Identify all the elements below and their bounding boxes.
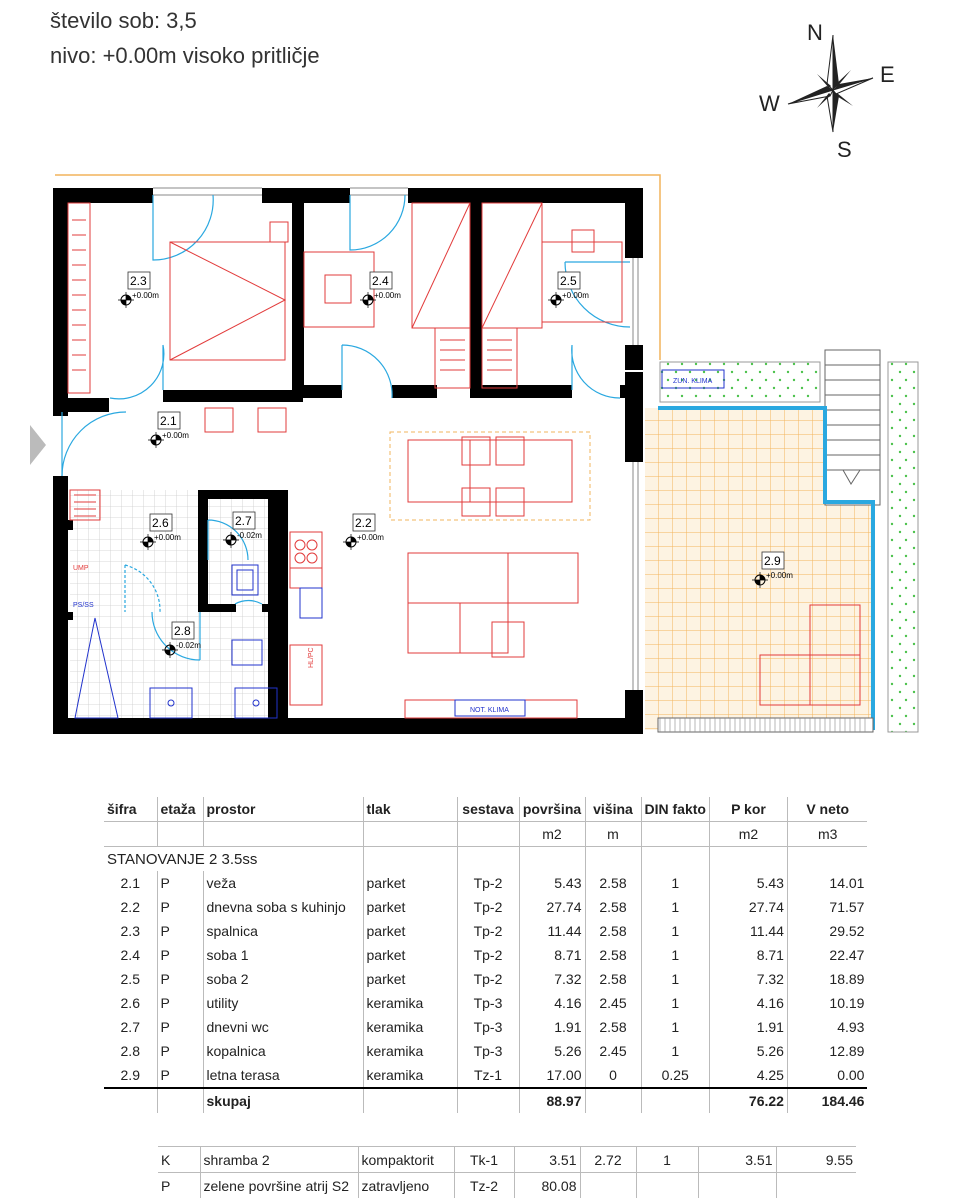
table-cell: 2.58: [585, 871, 641, 895]
table-cell: 11.44: [709, 919, 787, 943]
table-total-row: [104, 1088, 867, 1113]
room-id-label: 2.6: [152, 516, 169, 530]
table-cell: Tp-2: [457, 871, 519, 895]
table-cell: letna terasa: [203, 1063, 363, 1088]
table-cell: 2.4: [120, 947, 140, 963]
table-cell: 17.00: [519, 1063, 585, 1088]
table-cell: 27.74: [709, 895, 787, 919]
table-cell: m3: [787, 822, 867, 847]
table-cell: parket: [363, 895, 457, 919]
table-cell: [641, 1088, 709, 1113]
room-id-label: 2.3: [130, 274, 147, 288]
table-cell: veža: [203, 871, 363, 895]
table-cell: 1: [641, 895, 709, 919]
table-cell: 2.58: [585, 895, 641, 919]
table-cell: 2.72: [580, 1147, 636, 1173]
room-level-label: +0.00m: [357, 533, 384, 542]
table-cell: 2.58: [585, 1015, 641, 1039]
table-cell: [203, 822, 363, 847]
table-row: [104, 1015, 867, 1039]
table-cell: sestava: [457, 797, 519, 822]
table-cell: 1: [641, 1039, 709, 1063]
table-section-row: [104, 847, 867, 872]
rooms-count-text: število sob: 3,5: [50, 8, 197, 33]
table-cell: kopalnica: [203, 1039, 363, 1063]
room-marker-2.3: [118, 272, 159, 308]
table-cell: parket: [363, 919, 457, 943]
table-cell: 1: [641, 1015, 709, 1039]
table-row: [104, 895, 867, 919]
room-marker-2.2: [343, 514, 384, 550]
table-cell: P: [157, 1015, 203, 1039]
table-cell: 2.45: [585, 991, 641, 1015]
table-cell: 1: [641, 943, 709, 967]
table-cell: 2.58: [585, 967, 641, 991]
room-level-label: +0.00m: [374, 291, 401, 300]
table-cell: 2.6: [120, 995, 140, 1011]
table-cell: keramika: [363, 991, 457, 1015]
table-cell: 2.3: [120, 923, 140, 939]
table-cell: 10.19: [787, 991, 867, 1015]
table-cell: 2.7: [120, 1019, 140, 1035]
room-id-label: 2.7: [235, 514, 252, 528]
table-cell: P: [157, 943, 203, 967]
room-level-label: +0.00m: [562, 291, 589, 300]
table-row: [104, 967, 867, 991]
table-header-row: [104, 797, 867, 822]
table-cell: 0.25: [641, 1063, 709, 1088]
table-cell: 27.74: [519, 895, 585, 919]
table-cell: [157, 822, 203, 847]
table-cell: 0.00: [787, 1063, 867, 1088]
table-cell: [363, 1088, 457, 1113]
table-row: [158, 1147, 856, 1173]
table-cell: Tz-2: [454, 1173, 514, 1199]
table-cell: 2.8: [120, 1043, 140, 1059]
table-cell: 2.2: [120, 899, 140, 915]
table-cell: 8.71: [519, 943, 585, 967]
table-cell: 5.26: [519, 1039, 585, 1063]
table-cell: [580, 1173, 636, 1199]
table-cell: 2.58: [585, 943, 641, 967]
table-cell: 2.5: [120, 971, 140, 987]
table-cell: 4.16: [709, 991, 787, 1015]
table-row: [104, 871, 867, 895]
table-cell: 71.57: [787, 895, 867, 919]
zunklima-label: ZUN. KLIMA: [673, 378, 713, 385]
table-cell: 0: [585, 1063, 641, 1088]
room-level-label: +0.00m: [132, 291, 159, 300]
table-cell: šifra: [104, 797, 157, 822]
table-cell: [457, 1088, 519, 1113]
table-row: [158, 1173, 856, 1199]
table-cell: Tz-1: [457, 1063, 519, 1088]
table-cell: P: [157, 1039, 203, 1063]
table-cell: Tk-1: [454, 1147, 514, 1173]
entry-arrow: [30, 425, 46, 465]
table-cell: soba 2: [203, 967, 363, 991]
table-cell: 2.9: [120, 1067, 140, 1083]
table-cell: K: [158, 1147, 200, 1173]
table-row: [104, 1063, 867, 1088]
table-cell: 76.22: [709, 1088, 787, 1113]
table-cell: 2.58: [585, 919, 641, 943]
table-cell: [776, 1173, 856, 1199]
table-cell: m2: [519, 822, 585, 847]
table-cell: utility: [203, 991, 363, 1015]
room-id-label: 2.2: [355, 516, 372, 530]
table-cell: 4.25: [709, 1063, 787, 1088]
table-cell: [641, 822, 709, 847]
table-cell: 1.91: [519, 1015, 585, 1039]
table-cell: Tp-2: [457, 895, 519, 919]
table-cell: [104, 822, 157, 847]
table-cell: 2.45: [585, 1039, 641, 1063]
table-cell: 4.16: [519, 991, 585, 1015]
compass-w-label: W: [759, 91, 780, 116]
table-cell: 3.51: [514, 1147, 580, 1173]
table-cell: Tp-2: [457, 967, 519, 991]
table-cell: keramika: [363, 1063, 457, 1088]
table-cell: 5.43: [519, 871, 585, 895]
table-cell: [157, 1088, 203, 1113]
room-level-label: +0.00m: [154, 533, 181, 542]
table-cell: [104, 1088, 157, 1113]
table-cell: zatravljeno: [358, 1173, 454, 1199]
table-row: [104, 943, 867, 967]
table-cell: P: [157, 919, 203, 943]
room-id-label: 2.5: [560, 274, 577, 288]
table-cell: Tp-3: [457, 1015, 519, 1039]
green-area: [888, 362, 918, 732]
table-cell: parket: [363, 967, 457, 991]
table-cell: P: [157, 991, 203, 1015]
table-cell: zelene površine atrij S2: [200, 1173, 358, 1199]
table-cell: Tp-3: [457, 1039, 519, 1063]
room-id-label: 2.1: [160, 414, 177, 428]
stair: [825, 350, 880, 505]
table-cell: P: [157, 1063, 203, 1088]
table-cell: 29.52: [787, 919, 867, 943]
room-level-label: +0.00m: [162, 431, 189, 440]
room-id-label: 2.9: [764, 554, 781, 568]
table-cell: DIN fakto: [641, 797, 709, 822]
table-cell: keramika: [363, 1015, 457, 1039]
compass-n-label: N: [807, 20, 823, 45]
section-title: STANOVANJE 2 3.5ss: [107, 850, 258, 868]
table-cell: dnevna soba s kuhinjo: [203, 895, 363, 919]
hlpc-label: HL/PC: [308, 647, 315, 668]
table-cell: Tp-3: [457, 991, 519, 1015]
compass-e-label: E: [880, 62, 895, 87]
compass-s-label: S: [837, 137, 852, 162]
table-cell: P: [158, 1173, 200, 1199]
table-cell: [636, 1173, 698, 1199]
room-level-label: -0.02m: [176, 641, 201, 650]
table-cell: 3.51: [698, 1147, 776, 1173]
table-cell: 7.32: [709, 967, 787, 991]
table-cell: 18.89: [787, 967, 867, 991]
level-text: nivo: +0.00m visoko pritličje: [50, 43, 320, 68]
table-cell: tlak: [363, 797, 457, 822]
table-cell: 1: [641, 871, 709, 895]
table-cell: 14.01: [787, 871, 867, 895]
table-cell: 9.55: [776, 1147, 856, 1173]
room-level-label: +0.00m: [766, 571, 793, 580]
room-schedule-table: [104, 797, 867, 1113]
table-cell: 88.97: [519, 1088, 585, 1113]
table-row: [104, 919, 867, 943]
room-marker-2.5: [548, 272, 589, 308]
table-cell: 5.43: [709, 871, 787, 895]
table-row: [104, 991, 867, 1015]
table-cell: parket: [363, 871, 457, 895]
table-cell: keramika: [363, 1039, 457, 1063]
table-cell: prostor: [203, 797, 363, 822]
table-cell: V neto: [787, 797, 867, 822]
table-cell: [585, 1088, 641, 1113]
table-cell: 2.1: [120, 875, 140, 891]
table-cell: dnevni wc: [203, 1015, 363, 1039]
table-cell: skupaj: [203, 1088, 363, 1113]
table-cell: 4.93: [787, 1015, 867, 1039]
table-row: [104, 1039, 867, 1063]
extra-schedule-table: [158, 1146, 856, 1198]
table-cell: Tp-2: [457, 943, 519, 967]
table-cell: 12.89: [787, 1039, 867, 1063]
table-cell: shramba 2: [200, 1147, 358, 1173]
room-marker-2.1: [148, 412, 189, 448]
table-cell: 1: [636, 1147, 698, 1173]
table-cell: m: [585, 822, 641, 847]
table-cell: parket: [363, 943, 457, 967]
table-cell: 1: [641, 919, 709, 943]
ump-label: UMP: [73, 565, 89, 572]
table-cell: etaža: [157, 797, 203, 822]
table-cell: P kor: [709, 797, 787, 822]
room-id-label: 2.4: [372, 274, 389, 288]
table-cell: 7.32: [519, 967, 585, 991]
table-cell: kompaktorit: [358, 1147, 454, 1173]
table-cell: 11.44: [519, 919, 585, 943]
table-cell: 1: [641, 991, 709, 1015]
psss-label: PS/SS: [73, 602, 94, 609]
table-cell: [698, 1173, 776, 1199]
table-cell: 5.26: [709, 1039, 787, 1063]
table-cell: površina: [519, 797, 585, 822]
table-cell: 1.91: [709, 1015, 787, 1039]
table-cell: 184.46: [787, 1088, 867, 1113]
table-cell: Tp-2: [457, 919, 519, 943]
table-cell: [363, 822, 457, 847]
table-cell: soba 1: [203, 943, 363, 967]
table-cell: 80.08: [514, 1173, 580, 1199]
table-cell: m2: [709, 822, 787, 847]
table-cell: višina: [585, 797, 641, 822]
room-marker-2.4: [360, 272, 401, 308]
table-cell: 8.71: [709, 943, 787, 967]
table-cell: 1: [641, 967, 709, 991]
room-id-label: 2.8: [174, 624, 191, 638]
table-units-row: [104, 822, 867, 847]
table-cell: [457, 822, 519, 847]
notklima-label: NOT. KLIMA: [470, 707, 509, 714]
table-cell: 22.47: [787, 943, 867, 967]
table-cell: P: [157, 895, 203, 919]
table-cell: P: [157, 871, 203, 895]
table-cell: P: [157, 967, 203, 991]
table-cell: spalnica: [203, 919, 363, 943]
room-level-label: -0.02m: [237, 531, 262, 540]
